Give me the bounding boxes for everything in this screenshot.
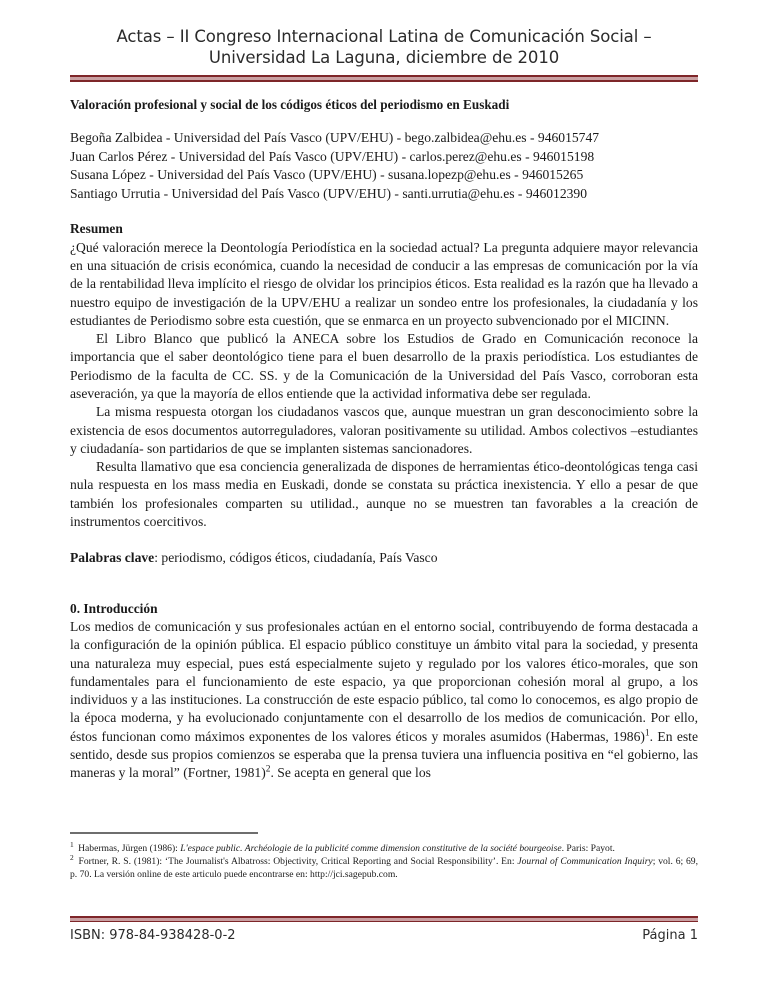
article-title: Valoración profesional y social de los códigos éticos del periodismo en Euskadi — [70, 96, 510, 112]
author-line: Begoña Zalbidea - Universidad del País Vasco (UPV/EHU) - bego.zalbidea@ehu.es - 946015747 — [70, 130, 600, 146]
footnote-title-italic: L'espace public. Archéologie de la publicité comme dimension constitutive de la société bourgeoise — [180, 843, 562, 854]
footnote-text-tail: . Paris: Payot. — [561, 843, 615, 854]
footnote-number: 1 — [70, 839, 74, 849]
spacer — [70, 531, 698, 549]
abstract-paragraph-2: El Libro Blanco que publicó la ANECA sobre los Estudios de Grado en Comunicación reconoce la importancia que el saber deontológico tiene para el buen desarrollo de la praxis periodística. Los estudiantes de Periodismo de la faculta de CC. SS. y de la Comunicación de la Universidad del País Vasco, corroboran esta aseveración, ya que la mayoría de ellos entiende que la actividad informativa debe ser regulada. — [70, 331, 698, 401]
header-rule — [70, 75, 698, 82]
footnote-text-tail: ; vol. 6; 69, p. 70. La versión online de este articulo puede encontrarse en: http://jci.sagepub.com. — [70, 855, 698, 880]
abstract-paragraph-3: La misma respuesta otorgan los ciudadanos vascos que, aunque muestran un gran desconocimiento sobre la existencia de esos documentos autorreguladores, valoran positivamente su utilidad. Ambos colectivos –estudiantes y ciudadanía- son partidarios de que se implanten sistemas sancionadores. — [70, 404, 698, 456]
keywords-separator: : — [154, 550, 162, 566]
author-line: Juan Carlos Pérez - Universidad del País Vasco (UPV/EHU) - carlos.perez@ehu.es - 946015198 — [70, 148, 595, 164]
footnote-text: Fortner, R. S. (1981): ‘The Journalist's Albatross: Objectivity, Critical Reporting and Social Responsibility’. En: — [75, 855, 518, 867]
intro-text-segment-3: . Se acepta en general que los — [270, 765, 431, 781]
keywords-value: periodismo, códigos éticos, ciudadanía, País Vasco — [161, 550, 438, 566]
keywords-label: Palabras clave — [70, 550, 155, 566]
abstract-heading: Resumen — [70, 221, 123, 237]
abstract-paragraph-4: Resulta llamativo que esa conciencia generalizada de dispones de herramientas ético-deontológicas tenga casi nula respuesta en los mass media en Euskadi, donde se constata su práctica inexistencia. Y ello a pesar de que también los profesionales comparten su utilidad., aunque no se muestren tan favorables a la creación de instrumentos coercitivos. — [70, 459, 698, 529]
footnote-separator — [70, 832, 258, 834]
page-number: Página 1 — [642, 928, 698, 943]
footnote-journal-italic: Journal of Communication Inquiry — [517, 855, 653, 867]
header-title-line-2: Universidad La Laguna, diciembre de 2010 — [208, 48, 560, 68]
document-body — [70, 97, 698, 783]
footnote-ref-2[interactable]: 2 — [265, 764, 271, 775]
introduction-paragraph — [70, 618, 698, 783]
footnote-1 — [70, 839, 698, 856]
author-list — [70, 129, 698, 203]
document-footer — [70, 916, 698, 943]
header-title-line-1: Actas – II Congreso Internacional Latina de Comunicación Social – — [116, 27, 652, 46]
keywords-line — [70, 549, 698, 567]
footnote-number: 2 — [70, 852, 74, 862]
author-line: Susana López - Universidad del País Vasco (UPV/EHU) - susana.lopezp@ehu.es - 946015265 — [70, 167, 584, 183]
abstract-paragraph-1: ¿Qué valoración merece la Deontología Periodística en la sociedad actual? La pregunta adquiere mayor relevancia en una situación de crisis económica, cuando la necesidad de conducir a las empresas de comunicación por la vía de la rentabilidad lleva implícito el riesgo de olvidar los principios éticos. Esta realidad es la razón que ha llevado a nuestro equipo de investigación de la UPV/EHU a realizar un sondeo entre los profesionales, la ciudadanía y los estudiantes de Periodismo sobre esta cuestión, que se enmarca en un proyecto subvencionado por el MICINN. — [70, 239, 698, 328]
isbn-text: ISBN: 978-84-938428-0-2 — [70, 928, 236, 943]
document-header — [70, 0, 698, 82]
footnote-2 — [70, 852, 698, 882]
footnote-text: Habermas, Jürgen (1986): — [75, 843, 181, 854]
footnote-ref-1[interactable]: 1 — [644, 728, 650, 739]
introduction-heading: 0. Introducción — [70, 600, 158, 616]
spacer — [70, 568, 698, 600]
footer-row — [70, 928, 698, 943]
intro-text-segment-1: Los medios de comunicación y sus profesionales actúan en el entorno social, contribuyendo de forma destacada a la configuración de la opinión pública. El espacio público constituye un ámbito vital para la sociedad, y presenta una naturaleza muy especial, pues está especialmente sujeto y regulado por los valores ético-morales, que son fundamentales para el funcionamiento de este espacio, ya que proporcionan cohesión moral al grupo, a los individuos y a las instituciones. La construcción de este espacio público, tal como lo conocemos, es algo propio de la época moderna, y ha evolucionado conjuntamente con el desarrollo de los medios de comunicación. Por ello, éstos funcionan como máximos exponentes de los valores éticos y morales asumidos (Habermas, 1986) — [70, 618, 698, 744]
intro-text-segment-2: . En este sentido, desde sus propios comienzos se esperaba que la prensa tuviera una influencia positiva en “el gobierno, las maneras y la moral” (Fortner, 1981) — [70, 728, 698, 781]
author-line: Santiago Urrutia - Universidad del País Vasco (UPV/EHU) - santi.urrutia@ehu.es - 946012390 — [70, 185, 588, 201]
footnotes-block — [70, 832, 698, 881]
footer-rule — [70, 916, 698, 922]
